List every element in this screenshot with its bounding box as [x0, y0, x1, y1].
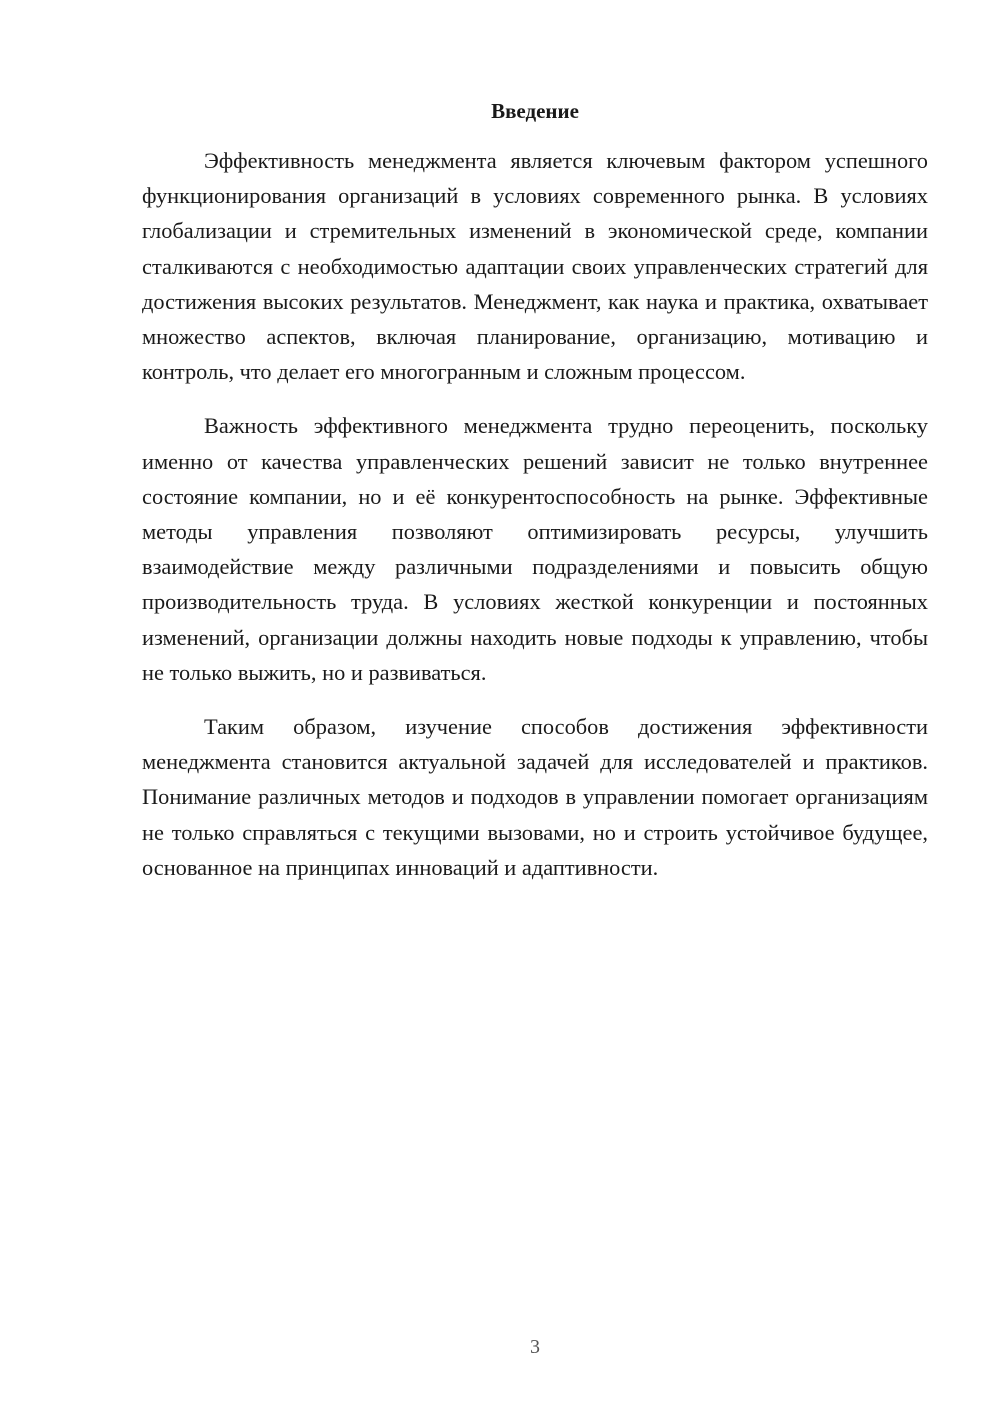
paragraph-1: Эффективность менеджмента является ключевым фактором успешного функционирования организаций в условиях современного рынка. В условиях глобализации и стремительных изменений в экономической среде, компании сталкиваются с необходимостью адаптации своих управленческих стратегий для достижения высоких результатов. Менеджмент, как наука и практика, охватывает множество аспектов, включая планирование, организацию, мотивацию и контроль, что делает его многогранным и сложным процессом.	[142, 148, 928, 385]
page-title: Введение	[491, 99, 579, 123]
paragraph-3: Таким образом, изучение способов достижения эффективности менеджмента становится актуальной задачей для исследователей и практиков. Понимание различных методов и подходов в управлении помогает организациям не только справляться с текущими вызовами, но и строить устойчивое будущее, основанное на принципах инноваций и адаптивности.	[142, 714, 928, 880]
page-number: 3	[530, 1336, 540, 1358]
paragraph-2: Важность эффективного менеджмента трудно переоценить, поскольку именно от качества управленческих решений зависит не только внутреннее состояние компании, но и её конкурентоспособность на рынке. Эффективные методы управления позволяют оптимизировать ресурсы, улучшить взаимодействие между различными подразделениями и повысить общую производительность труда. В условиях жесткой конкуренции и постоянных изменений, организации должны находить новые подходы к управлению, чтобы не только выжить, но и развиваться.	[142, 413, 928, 685]
document-body	[142, 143, 928, 904]
